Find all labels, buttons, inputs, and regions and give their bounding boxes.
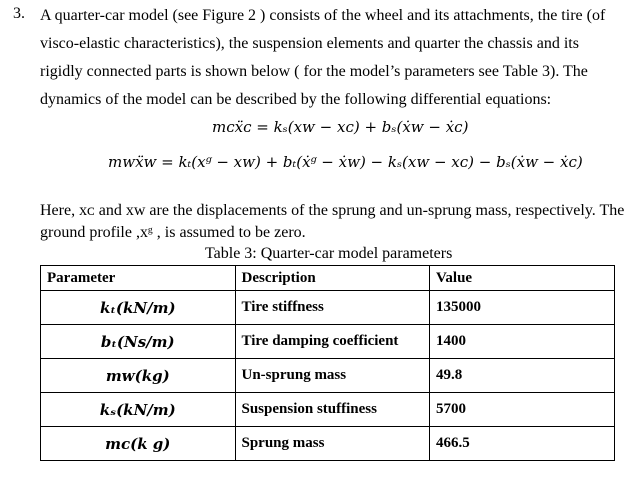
description-cell: Sprung mass xyxy=(235,427,429,461)
paragraph-line: rigidly connected parts is shown below ( for the model’s parameters see Table 3). The xyxy=(40,63,588,80)
value-cell: 1400 xyxy=(429,325,614,359)
description-cell: Suspension stuffiness xyxy=(235,393,429,427)
table-row xyxy=(41,427,615,461)
table-row xyxy=(41,393,615,427)
param-cell: bₜ(Ns/m) xyxy=(41,325,236,359)
paragraph-line: visco-elastic characteristics), the suspension elements and quarter the chassis and its xyxy=(40,35,579,52)
header-parameter: Parameter xyxy=(41,266,236,291)
table-row xyxy=(41,291,615,325)
table-header-row xyxy=(41,266,615,291)
description-cell: Tire stiffness xyxy=(235,291,429,325)
description-cell: Tire damping coefficient xyxy=(235,325,429,359)
table-row xyxy=(41,325,615,359)
note-line: Here, xᴄ and xᴡ are the displacements of the sprung and un-sprung mass, respectively. The xyxy=(40,202,625,219)
note-paragraph xyxy=(40,200,630,244)
value-cell: 5700 xyxy=(429,393,614,427)
table-caption: Table 3: Quarter-car model parameters xyxy=(205,245,453,262)
param-cell: mᴡ(kg) xyxy=(41,359,236,393)
equation-sprung-mass: mᴄẍᴄ = kₛ(xᴡ − xᴄ) + bₛ(ẋᴡ − ẋᴄ) xyxy=(212,118,469,136)
question-paragraph xyxy=(40,2,630,114)
param-cell: mᴄ(k g) xyxy=(41,427,236,461)
description-cell: Un-sprung mass xyxy=(235,359,429,393)
table-row xyxy=(41,359,615,393)
header-value: Value xyxy=(429,266,614,291)
question-number: 3. xyxy=(13,5,25,22)
value-cell: 466.5 xyxy=(429,427,614,461)
param-cell: kₛ(kN/m) xyxy=(41,393,236,427)
header-description: Description xyxy=(235,266,429,291)
equation-unsprung-mass: mᴡẍᴡ = kₜ(xᵍ − xᴡ) + bₜ(ẋᵍ − ẋᴡ) − kₛ(xᴡ − xᴄ) − bₛ(ẋᴡ − ẋᴄ) xyxy=(108,153,583,171)
note-line: ground profile ,xᵍ , is assumed to be zero. xyxy=(40,224,306,241)
param-cell: kₜ(kN/m) xyxy=(41,291,236,325)
paragraph-line: A quarter-car model (see Figure 2 ) consists of the wheel and its attachments, the tire (of xyxy=(40,7,606,24)
value-cell: 49.8 xyxy=(429,359,614,393)
value-cell: 135000 xyxy=(429,291,614,325)
parameters-table xyxy=(40,265,615,461)
paragraph-line: dynamics of the model can be described by the following differential equations: xyxy=(40,91,552,108)
